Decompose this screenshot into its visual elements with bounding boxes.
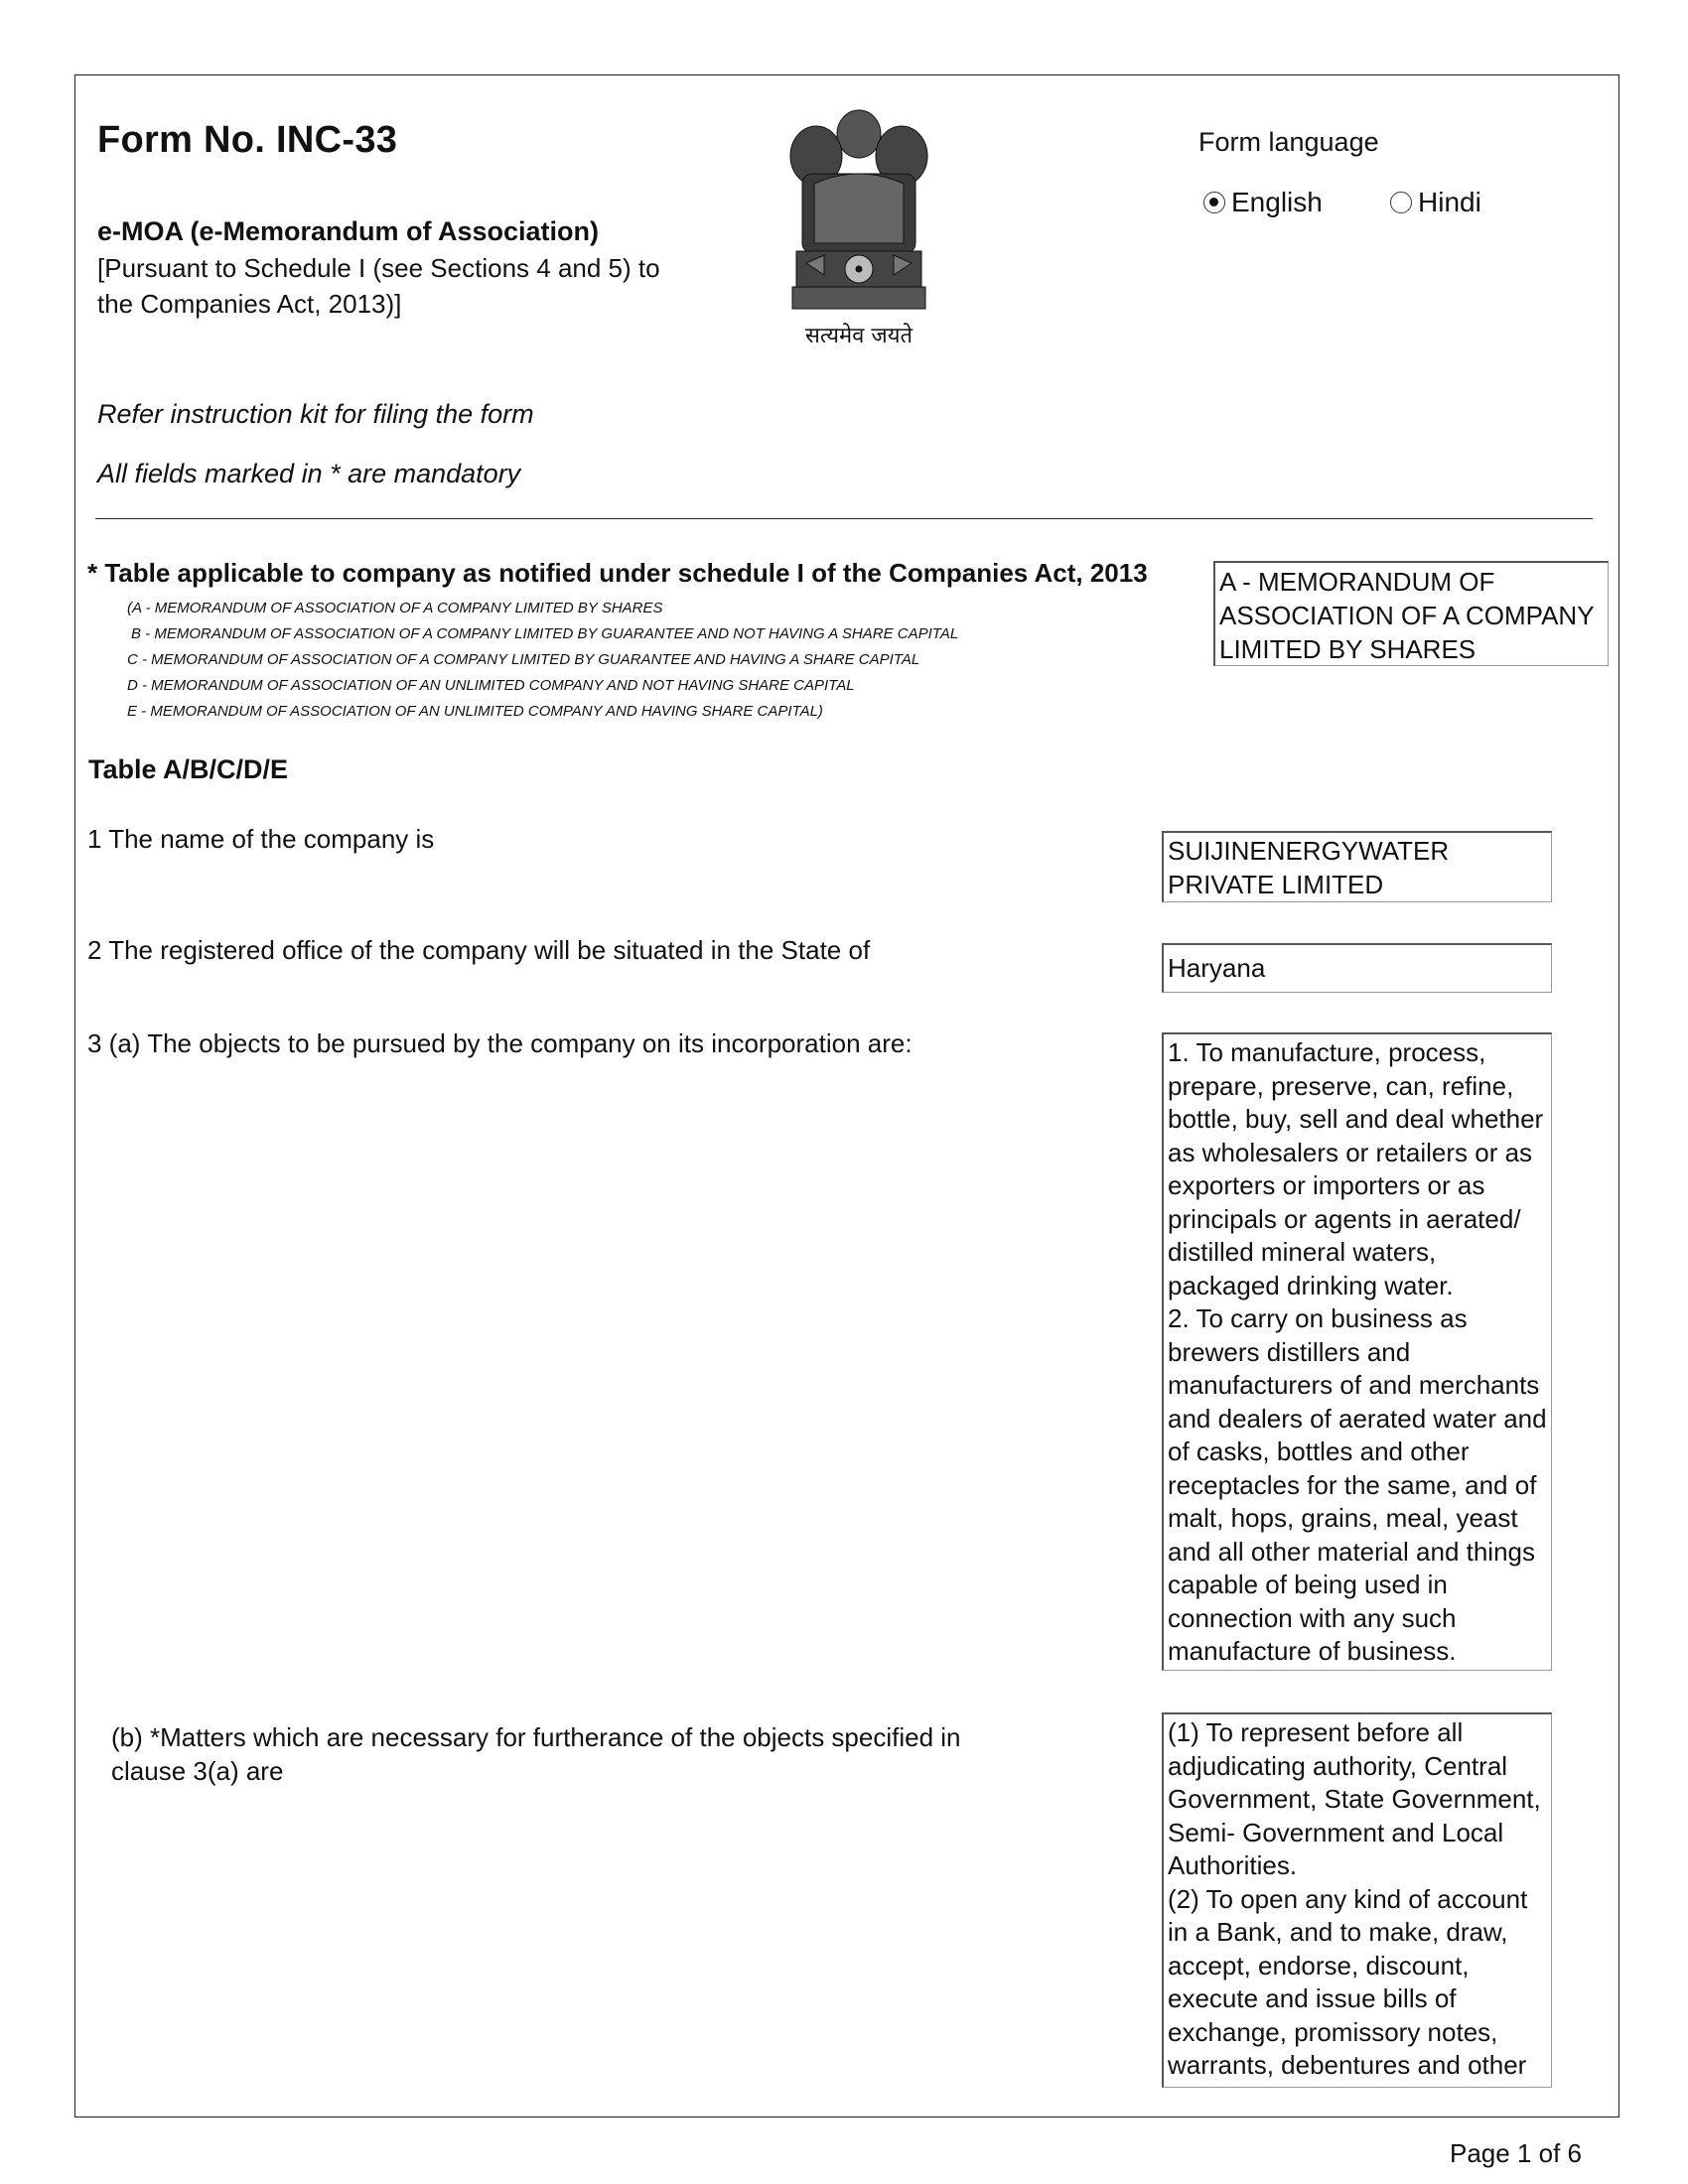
form-title: Form No. INC-33: [97, 119, 398, 161]
table-option-d: D - MEMORANDUM OF ASSOCIATION OF AN UNLIMITED COMPANY AND NOT HAVING SHARE CAPITAL: [127, 677, 855, 694]
pursuant-text: [97, 250, 693, 322]
table-label: Table A/B/C/D/E: [88, 754, 289, 784]
state-question: 2 The registered office of the company will be situated in the State of: [87, 935, 871, 965]
language-english-radio[interactable]: [1203, 187, 1323, 218]
table-option-e: E - MEMORANDUM OF ASSOCIATION OF AN UNLIMITED COMPANY AND HAVING SHARE CAPITAL): [127, 703, 823, 720]
emblem-motto: सत्यमेव जयते: [804, 324, 914, 348]
form-language-label: Form language: [1198, 127, 1379, 157]
state-field[interactable]: Haryana: [1162, 943, 1552, 993]
form-subtitle: e-MOA (e-Memorandum of Association): [97, 216, 600, 246]
language-hindi-label: Hindi: [1418, 187, 1481, 217]
mandatory-note: All fields marked in * are mandatory: [97, 459, 521, 488]
company-name-question: 1 The name of the company is: [87, 824, 435, 854]
language-english-label: English: [1231, 187, 1323, 217]
table-option-c: C - MEMORANDUM OF ASSOCIATION OF A COMPANY LIMITED BY GUARANTEE AND HAVING A SHARE CAPITAL: [127, 651, 920, 668]
table-type-select[interactable]: A - MEMORANDUM OF ASSOCIATION OF A COMPANY LIMITED BY SHARES: [1213, 561, 1609, 666]
objects-question: 3 (a) The objects to be pursued by the company on its incorporation are:: [87, 1028, 913, 1058]
language-hindi-radio[interactable]: [1390, 187, 1481, 218]
matters-question: (b) *Matters which are necessary for furtherance of the objects specified in clause 3(a) are: [111, 1722, 961, 1786]
table-applicable-heading: * Table applicable to company as notified under schedule I of the Companies Act, 2013: [87, 558, 1148, 588]
radio-selected-icon: [1203, 192, 1225, 213]
national-emblem-icon: [774, 94, 943, 352]
header-divider: [95, 518, 1593, 519]
refer-instruction-text: Refer instruction kit for filing the form: [97, 399, 534, 429]
table-options-list: [127, 596, 958, 725]
page-number: Page 1 of 6: [1450, 2138, 1582, 2168]
matters-textarea[interactable]: (1) To represent before all adjudicating authority, Central Government, State Government, Semi- Government and Local Authorities. (2) To open any kind of account in a Bank, and to make, draw, accept, endorse, discount, execute and issue bills of exchange, promissory notes, warrants, debentures and other: [1162, 1712, 1552, 2088]
objects-textarea[interactable]: 1. To manufacture, process, prepare, preserve, can, refine, bottle, buy, sell and deal whether as wholesalers or retailers or as exporters or importers or as principals or agents in aerated/ distilled mineral waters, packaged drinking water. 2. To carry on business as brewers distillers and manufacturers of and merchants and dealers of aerated water and of casks, bottles and other receptacles for the same, and of malt, hops, grains, meal, yeast and all other material and things capable of being used in connection with any such manufacture of business.: [1162, 1032, 1552, 1671]
pursuant-line-1: [Pursuant to Schedule I (see Sections 4 and 5) to: [97, 253, 660, 283]
radio-unselected-icon: [1390, 192, 1412, 213]
company-name-field[interactable]: SUIJINENERGYWATER PRIVATE LIMITED: [1162, 831, 1552, 902]
table-option-a: (A - MEMORANDUM OF ASSOCIATION OF A COMPANY LIMITED BY SHARES: [127, 600, 663, 616]
table-option-b: B - MEMORANDUM OF ASSOCIATION OF A COMPANY LIMITED BY GUARANTEE AND NOT HAVING A SHARE CAPITAL: [131, 625, 959, 642]
pursuant-line-2: the Companies Act, 2013)]: [97, 289, 402, 319]
